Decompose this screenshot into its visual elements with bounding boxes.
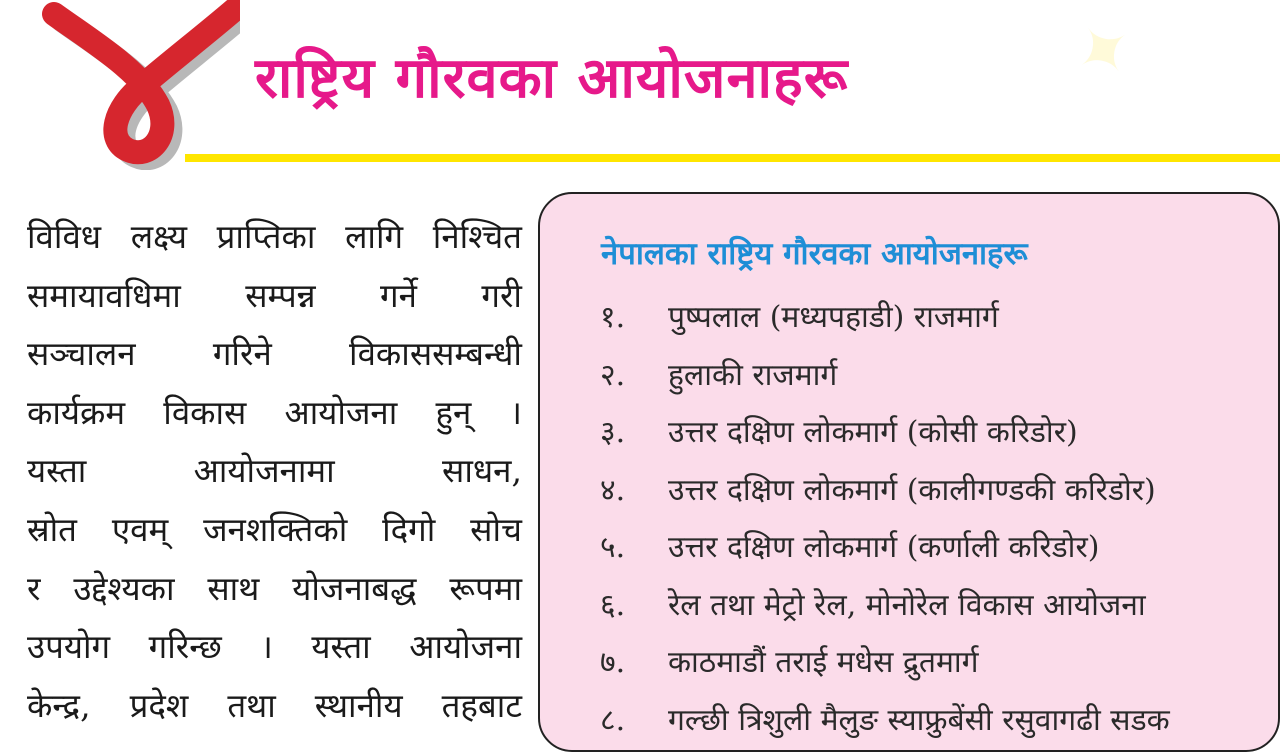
- paragraph-line: [27, 267, 522, 326]
- project-item: [600, 460, 1270, 518]
- paragraph-word: जनशक्तिको: [203, 509, 348, 549]
- paragraph-word: लक्ष्य: [130, 217, 187, 256]
- paragraph-word: गरिने: [212, 334, 272, 374]
- paragraph-word: विकाससम्बन्धी: [349, 334, 522, 374]
- project-name: काठमाडौं तराई मधेस द्रुतमार्ग: [668, 645, 979, 680]
- paragraph-word: आयोजना: [409, 627, 522, 667]
- paragraph-word: दिगो: [382, 509, 436, 549]
- watermark: ✦: [1056, 0, 1152, 102]
- projects-box-title: नेपालका राष्ट्रिय गौरवका आयोजनाहरू: [601, 236, 1028, 272]
- project-item: [600, 632, 1270, 690]
- project-number: १.: [600, 300, 626, 335]
- paragraph-word: रूपमा: [449, 568, 522, 608]
- project-name: उत्तर दक्षिण लोकमार्ग (कर्णाली करिडोर): [668, 530, 1100, 565]
- paragraph-word: केन्द्र,: [27, 685, 91, 725]
- paragraph-word: उपयोग: [27, 627, 111, 667]
- paragraph-line: [27, 442, 522, 501]
- paragraph-word: निश्चित: [432, 217, 522, 256]
- project-number: ६.: [600, 587, 626, 623]
- project-name: गल्छी त्रिशुली मैलुङ स्याफ्रुबेंसी रसुवागढी सडक: [668, 702, 1170, 738]
- paragraph-word: गरी: [481, 275, 522, 315]
- paragraph-line: [27, 560, 522, 619]
- paragraph-word: हुन्: [435, 392, 472, 432]
- paragraph-word: आयोजना: [284, 392, 398, 432]
- paragraph-word: योजनाबद्ध: [292, 568, 417, 608]
- paragraph-word: समायावधिमा: [27, 275, 181, 315]
- paragraph-word: गर्ने: [380, 275, 417, 315]
- paragraph-word: विकास: [163, 392, 247, 432]
- project-name: उत्तर दक्षिण लोकमार्ग (कोसी करिडोर): [668, 415, 1078, 450]
- project-item: [600, 517, 1270, 575]
- paragraph-word: विविध: [27, 217, 102, 256]
- paragraph-word: एवम्: [111, 509, 169, 549]
- chapter-title: राष्ट्रिय गौरवका आयोजनाहरू: [255, 46, 849, 111]
- paragraph-word: कार्यक्रम: [27, 392, 126, 432]
- intro-paragraph: [27, 208, 522, 735]
- paragraph-word: उद्देश्यका: [73, 568, 175, 608]
- project-item: [600, 690, 1270, 748]
- project-name: उत्तर दक्षिण लोकमार्ग (कालीगण्डकी करिडोर): [668, 472, 1156, 508]
- paragraph-word: प्राप्तिका: [216, 217, 316, 256]
- project-item: [600, 402, 1270, 460]
- project-item: [600, 287, 1270, 345]
- paragraph-word: यस्ता: [311, 627, 371, 667]
- paragraph-line: [27, 325, 522, 384]
- project-number: ४.: [600, 472, 626, 508]
- paragraph-line: [27, 677, 522, 736]
- project-number: ८.: [600, 702, 626, 738]
- project-item: [600, 345, 1270, 403]
- paragraph-word: प्रदेश: [129, 685, 189, 725]
- paragraph-line: [27, 501, 522, 560]
- paragraph-word: सम्पन्न: [245, 275, 316, 315]
- paragraph-word: साधन,: [442, 451, 522, 491]
- project-number: ५.: [600, 530, 626, 565]
- project-name: पुष्पलाल (मध्यपहाडी) राजमार्ग: [668, 300, 999, 335]
- paragraph-word: आयोजनामा: [193, 451, 335, 491]
- paragraph-line: [27, 618, 522, 677]
- paragraph-word: यस्ता: [27, 451, 87, 491]
- paragraph-word: स्थानीय: [314, 685, 403, 725]
- project-number: २.: [600, 357, 626, 393]
- paragraph-word: तहबाट: [441, 685, 522, 725]
- chapter-logo-graphic: [30, 0, 240, 170]
- chapter-number-logo: [30, 0, 240, 170]
- paragraph-word: स्रोत: [27, 509, 77, 549]
- paragraph-word: साथ: [207, 568, 260, 608]
- paragraph-word: लागि: [345, 217, 404, 256]
- paragraph-word: तथा: [227, 685, 276, 725]
- paragraph-line: [27, 208, 522, 267]
- paragraph-word: र: [27, 568, 41, 608]
- paragraph-word: ।: [509, 392, 522, 432]
- paragraph-word: सञ्चालन: [27, 334, 136, 374]
- paragraph-line: [27, 384, 522, 443]
- paragraph-word: ।: [260, 627, 273, 667]
- paragraph-word: सोच: [470, 509, 522, 549]
- project-number: ७.: [600, 645, 626, 680]
- project-item: [600, 575, 1270, 633]
- project-number: ३.: [600, 415, 626, 450]
- project-name: हुलाकी राजमार्ग: [668, 357, 838, 393]
- paragraph-word: गरिन्छ: [148, 627, 222, 667]
- projects-list: [600, 287, 1270, 747]
- title-underline: [185, 154, 1280, 162]
- project-name: रेल तथा मेट्रो रेल, मोनोरेल विकास आयोजना: [668, 587, 1146, 623]
